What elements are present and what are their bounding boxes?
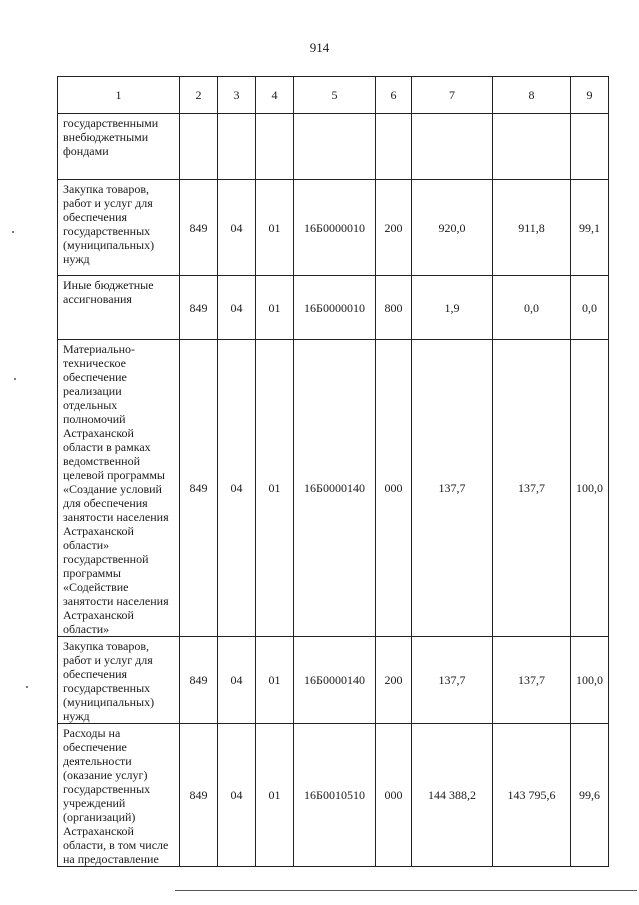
column-header: 5 — [294, 77, 376, 114]
table-cell: 911,8 — [493, 180, 571, 276]
column-header: 1 — [58, 77, 180, 114]
table-cell: 000 — [376, 340, 412, 637]
table-cell — [493, 114, 571, 180]
table-row — [58, 637, 609, 724]
column-header: 7 — [412, 77, 493, 114]
table-row — [58, 340, 609, 637]
row-description: Закупка товаров, работ и услуг для обеспечения государственных (муниципальных) нужд — [58, 180, 180, 276]
footer-rule — [175, 890, 637, 891]
row-description: Закупка товаров, работ и услуг для обеспечения государственных (муниципальных) нужд — [58, 637, 180, 724]
column-header: 6 — [376, 77, 412, 114]
table-row — [58, 276, 609, 340]
row-description: государственными внебюджетными фондами — [58, 114, 180, 180]
column-header: 9 — [571, 77, 609, 114]
table-cell: 849 — [180, 724, 218, 867]
table-cell: 0,0 — [571, 276, 609, 340]
table-cell — [376, 114, 412, 180]
table-cell: 849 — [180, 180, 218, 276]
table-cell: 04 — [218, 637, 256, 724]
table-cell — [218, 114, 256, 180]
table-cell: 200 — [376, 180, 412, 276]
table-cell: 137,7 — [412, 637, 493, 724]
table-cell: 1,9 — [412, 276, 493, 340]
row-description: Иные бюджетные ассигнования — [58, 276, 180, 340]
table-cell: 200 — [376, 637, 412, 724]
budget-table — [57, 76, 609, 867]
table-cell: 16Б0000140 — [294, 637, 376, 724]
table-row — [58, 180, 609, 276]
table-cell: 143 795,6 — [493, 724, 571, 867]
table-cell: 100,0 — [571, 637, 609, 724]
table-cell: 16Б0000140 — [294, 340, 376, 637]
table-cell: 01 — [256, 276, 294, 340]
table-cell: 01 — [256, 637, 294, 724]
table-cell: 0,0 — [493, 276, 571, 340]
table-cell: 04 — [218, 180, 256, 276]
column-header: 3 — [218, 77, 256, 114]
table-cell: 920,0 — [412, 180, 493, 276]
scan-speck — [26, 686, 28, 688]
table-cell: 16Б0000010 — [294, 180, 376, 276]
table-cell: 000 — [376, 724, 412, 867]
table-cell: 99,1 — [571, 180, 609, 276]
table-cell: 800 — [376, 276, 412, 340]
table-cell: 04 — [218, 724, 256, 867]
table-row — [58, 724, 609, 867]
table-cell: 01 — [256, 340, 294, 637]
table-cell: 01 — [256, 724, 294, 867]
scan-speck — [14, 378, 16, 380]
table-cell: 144 388,2 — [412, 724, 493, 867]
table-cell: 849 — [180, 637, 218, 724]
table-cell — [294, 114, 376, 180]
table-cell: 137,7 — [493, 340, 571, 637]
table-row — [58, 114, 609, 180]
table-cell — [571, 114, 609, 180]
table-cell: 100,0 — [571, 340, 609, 637]
column-header: 8 — [493, 77, 571, 114]
table-cell — [180, 114, 218, 180]
table-cell: 16Б0010510 — [294, 724, 376, 867]
table-cell: 99,6 — [571, 724, 609, 867]
table-cell: 01 — [256, 180, 294, 276]
table-cell: 04 — [218, 276, 256, 340]
table-cell: 849 — [180, 276, 218, 340]
table-cell: 137,7 — [493, 637, 571, 724]
table-cell — [256, 114, 294, 180]
table-cell: 849 — [180, 340, 218, 637]
column-header: 2 — [180, 77, 218, 114]
row-description: Расходы на обеспечение деятельности (оказание услуг) государственных учреждений (организаций) Астраханской области, в том числе на предоставление — [58, 724, 180, 867]
table-cell — [412, 114, 493, 180]
table-cell: 16Б0000010 — [294, 276, 376, 340]
table-cell: 137,7 — [412, 340, 493, 637]
page-number: 914 — [309, 40, 330, 55]
table-cell: 04 — [218, 340, 256, 637]
scan-speck — [12, 231, 14, 233]
row-description: Материально-техническое обеспечение реализации отдельных полномочий Астраханской области в рамках ведомственной целевой программы «Создание условий для обеспечения занятости населения Астраханской области» государственной программы «Содействие занятости населения Астраханской области» — [58, 340, 180, 637]
table-header-row — [58, 77, 609, 114]
column-header: 4 — [256, 77, 294, 114]
